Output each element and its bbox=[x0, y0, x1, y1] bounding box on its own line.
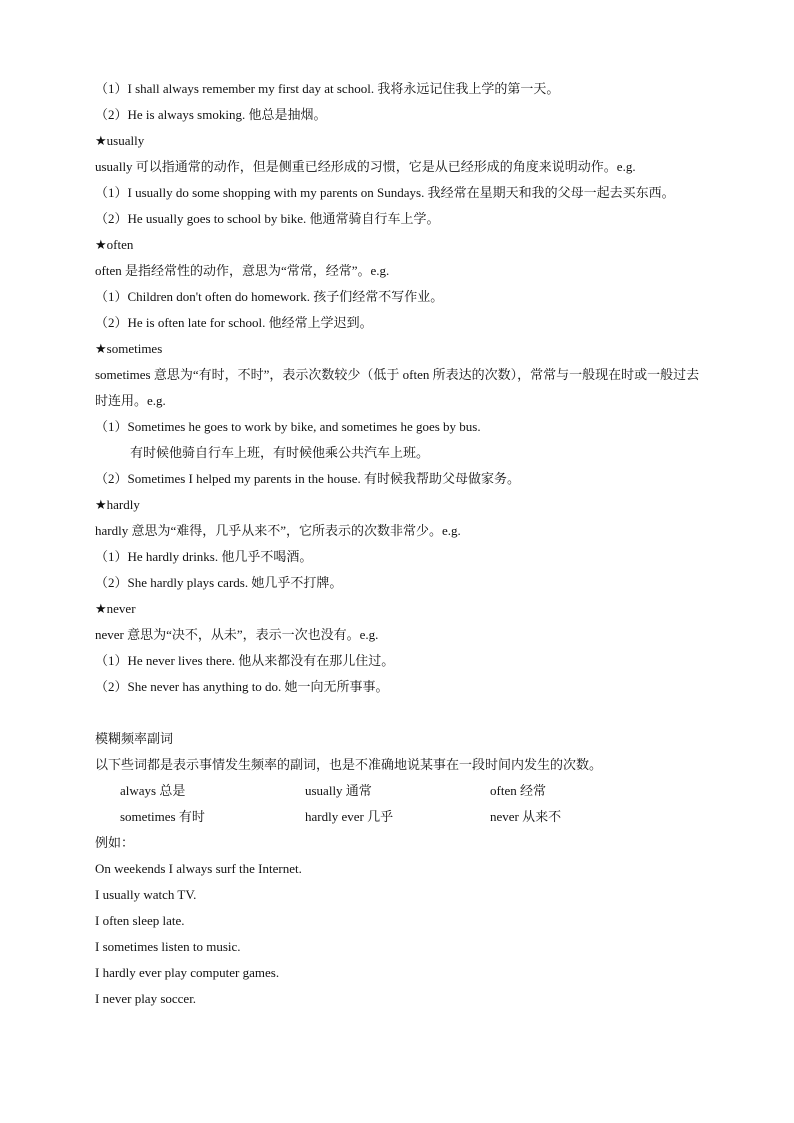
hardly-example-2: （2）She hardly plays cards. 她几乎不打牌。 bbox=[95, 575, 343, 590]
hardly-example-1: （1）He hardly drinks. 他几乎不喝酒。 bbox=[95, 549, 313, 564]
hardly-title: ★hardly bbox=[95, 497, 140, 512]
section-intro: 以下些词都是表示事情发生频率的副词，也是不准确地说某事在一段时间内发生的次数。 bbox=[95, 757, 603, 772]
always-example-2: （2）He is always smoking. 他总是抽烟。 bbox=[95, 107, 327, 122]
never-example-1: （1）He never lives there. 他从来都没有在那儿住过。 bbox=[95, 653, 395, 668]
adverb-cell: hardly ever 几乎 bbox=[305, 809, 394, 824]
usually-example-2: （2）He usually goes to school by bike. 他通常骑自行车上学。 bbox=[95, 211, 440, 226]
adverb-cell: usually 通常 bbox=[305, 783, 372, 798]
example-sentence: I sometimes listen to music. bbox=[95, 939, 241, 954]
adverb-cell: never 从来不 bbox=[490, 809, 562, 824]
often-description: often 是指经常性的动作，意思为“常常，经常”。e.g. bbox=[95, 263, 390, 278]
sometimes-example-1: （1）Sometimes he goes to work by bike, and sometimes he goes by bus. bbox=[95, 419, 481, 434]
adverb-table-row bbox=[95, 804, 707, 830]
sometimes-title: ★sometimes bbox=[95, 341, 163, 356]
example-sentence: I usually watch TV. bbox=[95, 887, 197, 902]
document-page bbox=[95, 76, 707, 1012]
sometimes-example-1-translation: 有时候他骑自行车上班，有时候他乘公共汽车上班。 bbox=[130, 445, 430, 460]
example-label: 例如： bbox=[95, 835, 135, 850]
adverb-cell: sometimes 有时 bbox=[120, 809, 205, 824]
often-example-1: （1）Children don't often do homework. 孩子们经常不写作业。 bbox=[95, 289, 444, 304]
section-gap bbox=[95, 700, 707, 726]
adverb-table-row bbox=[95, 778, 707, 804]
never-example-2: （2）She never has anything to do. 她一向无所事事。 bbox=[95, 679, 389, 694]
never-description: never 意思为“决不，从未”，表示一次也没有。e.g. bbox=[95, 627, 379, 642]
usually-title: ★usually bbox=[95, 133, 145, 148]
never-title: ★never bbox=[95, 601, 136, 616]
example-sentence: On weekends I always surf the Internet. bbox=[95, 861, 302, 876]
sometimes-example-2: （2）Sometimes I helped my parents in the house. 有时候我帮助父母做家务。 bbox=[95, 471, 520, 486]
often-example-2: （2）He is often late for school. 他经常上学迟到。 bbox=[95, 315, 373, 330]
usually-description: usually 可以指通常的动作，但是侧重已经形成的习惯，它是从已经形成的角度来说明动作。e.g. bbox=[95, 159, 636, 174]
example-sentence: I often sleep late. bbox=[95, 913, 185, 928]
adverb-cell: often 经常 bbox=[490, 783, 546, 798]
adverb-cell: always 总是 bbox=[120, 783, 186, 798]
example-sentence: I never play soccer. bbox=[95, 991, 197, 1006]
hardly-description: hardly 意思为“难得，几乎从来不”，它所表示的次数非常少。e.g. bbox=[95, 523, 461, 538]
usually-example-1: （1）I usually do some shopping with my parents on Sundays. 我经常在星期天和我的父母一起去买东西。 bbox=[95, 185, 675, 200]
example-sentence: I hardly ever play computer games. bbox=[95, 965, 280, 980]
always-example-1: （1）I shall always remember my first day at school. 我将永远记住我上学的第一天。 bbox=[95, 81, 560, 96]
sometimes-description: sometimes 意思为“有时，不时”，表示次数较少（低于 often 所表达的次数），常常与一般现在时或一般过去时连用。e.g. bbox=[95, 367, 700, 408]
often-title: ★often bbox=[95, 237, 134, 252]
section-heading: 模糊频率副词 bbox=[95, 731, 174, 746]
